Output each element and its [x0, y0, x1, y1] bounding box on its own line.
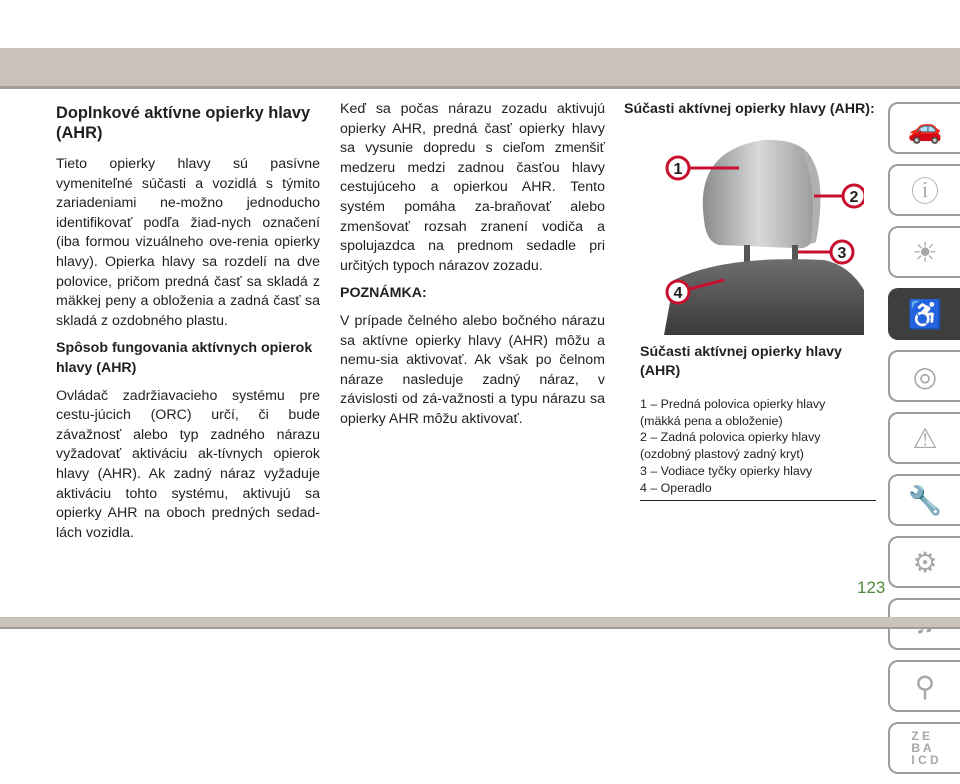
car-info-icon: ⓘ — [910, 176, 939, 207]
chapter-tabs — [888, 102, 960, 784]
column-3 — [624, 100, 876, 501]
specifications-icon: ⚙ — [912, 546, 938, 578]
car-search-icon: 🚗 — [907, 112, 943, 144]
column-2 — [340, 100, 605, 438]
tab-steering-start[interactable] — [888, 350, 960, 402]
legend-item: 2 – Zadná polovica opierky hlavy — [640, 430, 821, 445]
intro-paragraph: Tieto opierky hlavy sú pasívne vymeniteľné súčasti a vozidlá s týmito zariadeniami ne-možno jednoducho identifikovať podľa žiad-nych označení (iba formou vizuálneho ove-renia opierky hlavy). Opierka hlavy sa rozdelí na dve polovice, pričom predná časť sa skladá z mäkkej peny a obloženia a zadná časť sa skladá z ozdobného plastu. — [56, 156, 320, 329]
warning-lights-icon: ☀ — [912, 236, 938, 268]
legend-item: 1 – Predná polovica opierky hlavy — [640, 396, 826, 411]
headrest-illustration — [664, 130, 864, 335]
tab-seat-safety[interactable] — [888, 288, 960, 340]
guide-post-left — [744, 245, 750, 263]
headrest-front — [703, 140, 816, 248]
note-title: POZNÁMKA: — [340, 285, 427, 302]
column-1 — [56, 100, 320, 551]
legend-item: 4 – Operadlo — [640, 480, 712, 495]
car-warning-icon: ⚠ — [912, 422, 938, 454]
steering-start-icon: ◎ — [912, 360, 938, 392]
index-az-icon: Z E B A I C D — [911, 729, 939, 767]
tab-car-search[interactable] — [888, 102, 960, 154]
activation-paragraph: Keď sa počas nárazu zozadu aktivujú opierky AHR, predná časť opierky hlavy sa vysunie dopredu s cieľom zmenšiť medzeru medzi zadnou časťou hlavy cestujúceho a opierkou AHR. Tento systém pomáha za-braňovať alebo zmenšovať rozsah zranení vodiča a spolujazdca na prednom sedadle pri určitých typoch nárazov zozadu. — [340, 101, 605, 274]
tab-car-service[interactable] — [888, 474, 960, 526]
headrest-figure — [664, 130, 864, 335]
callout-2: 2 — [849, 188, 859, 206]
header-band — [0, 48, 960, 86]
subsection-heading: Spôsob fungovania aktívnych opierok hlavy (AHR) — [56, 340, 313, 376]
tab-search[interactable] — [888, 660, 960, 712]
footer-band — [0, 617, 960, 627]
car-service-icon: 🔧 — [907, 484, 943, 516]
seat-safety-icon: ♿ — [907, 298, 943, 330]
figure-caption: Súčasti aktívnej opierky hlavy (AHR) — [640, 343, 842, 380]
tab-warning-lights[interactable] — [888, 226, 960, 278]
section-heading: Doplnkové aktívne opierky hlavy (AHR) — [56, 104, 311, 142]
operation-paragraph: Ovládač zadržiavacieho systému pre cestu-júcich (ORC) určí, či bude závažnosť alebo typ zadného nárazu vyžadovať aktiváciu ak-tívnych opierok hlavy (AHR). Ak zadný náraz vyžaduje aktiváciu tohto systému, aktivujú sa opierky AHR na oboch predných sedad-lách vozidla. — [56, 387, 320, 541]
footer-band-line — [0, 627, 960, 629]
components-heading: Súčasti aktívnej opierky hlavy (AHR): — [624, 101, 875, 117]
tab-car-warning[interactable] — [888, 412, 960, 464]
tab-index[interactable] — [888, 722, 960, 774]
legend-item: (ozdobný plastový zadný kryt) — [640, 447, 804, 462]
tab-car-info[interactable] — [888, 164, 960, 216]
callout-1: 1 — [673, 160, 683, 178]
page-number: 123 — [857, 578, 886, 597]
note-text: V prípade čelného alebo bočného nárazu sa aktívne opierky hlavy (AHR) môžu a nemu-sia aktivovať. Ak však po čelnom náraze nasleduje zadný náraz, v závislosti od zá-važnosti a typu nárazu sa opierky AHR môžu aktivovať. — [340, 312, 605, 427]
figure-legend — [640, 396, 876, 501]
tab-specifications[interactable] — [888, 536, 960, 588]
search-icon: ⚲ — [914, 670, 936, 702]
callout-3: 3 — [837, 244, 847, 262]
legend-item: (mäkká pena a obloženie) — [640, 413, 783, 428]
seatback — [664, 259, 864, 335]
legend-item: 3 – Vodiace tyčky opierky hlavy — [640, 463, 813, 478]
header-band-line — [0, 86, 960, 89]
callout-4: 4 — [673, 284, 683, 302]
